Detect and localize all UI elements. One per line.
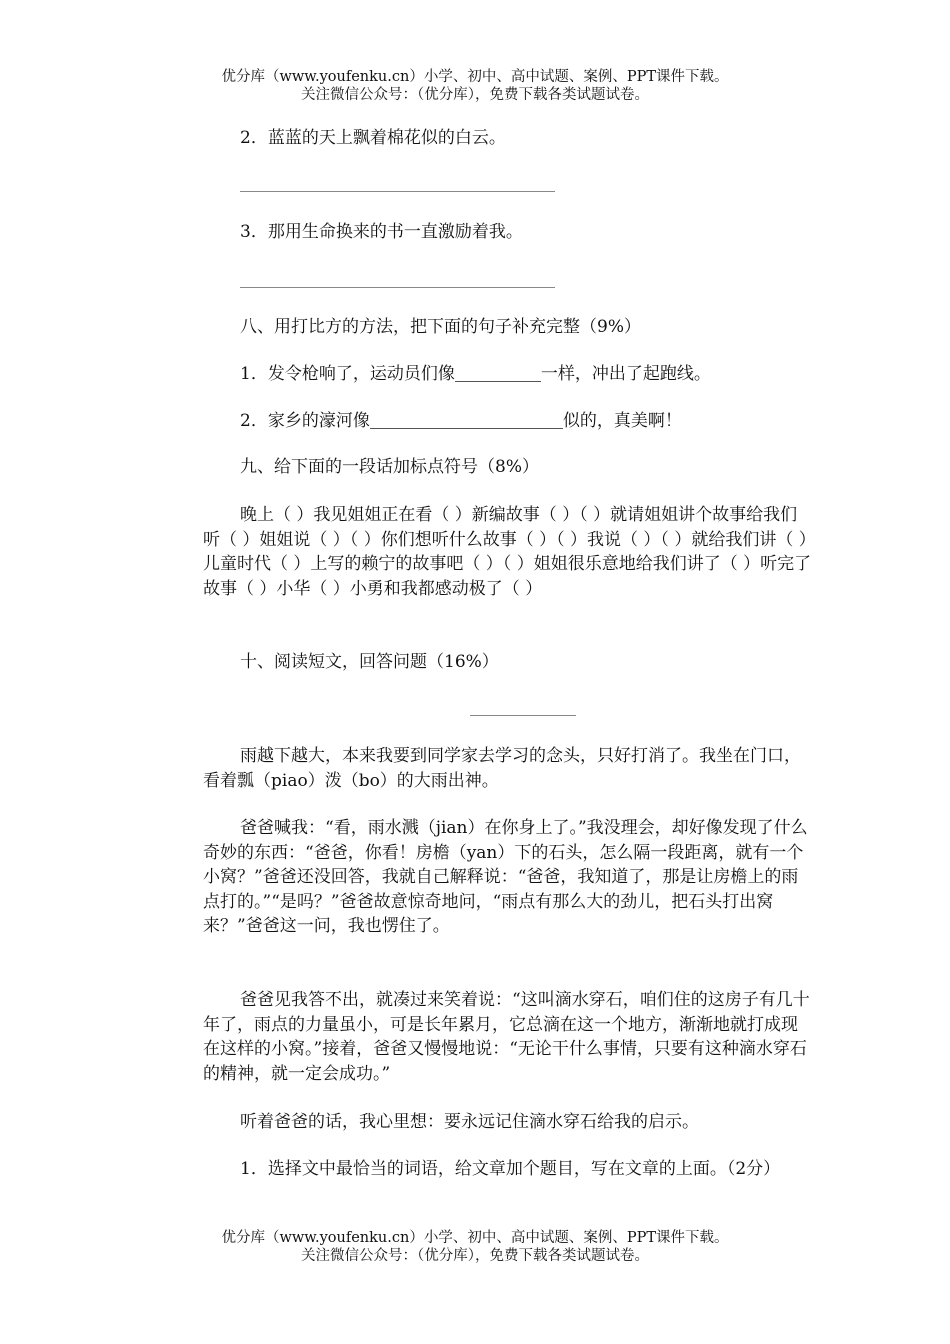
- section-8-title: 八、用打比方的方法，把下面的句子补充完整（9%）: [240, 317, 641, 337]
- answer-line-7-3[interactable]: [240, 287, 555, 288]
- answer-line-7-2[interactable]: [240, 191, 555, 192]
- section-9-title: 九、给下面的一段话加标点符号（8%）: [240, 457, 539, 477]
- header-top: [0, 68, 950, 104]
- question-7-2: 2．蓝蓝的天上飘着棉花似的白云。: [240, 128, 506, 148]
- blank-8-2[interactable]: [370, 411, 563, 429]
- header-bottom: [0, 1229, 950, 1265]
- reading-paragraph-1-text: 雨越下越大，本来我要到同学家去学习的念头，只好打消了。我坐在门口，看着瓢（piao）泼（bo）的大雨出神。: [203, 746, 801, 791]
- section-10-title: 十、阅读短文，回答问题（16%）: [240, 652, 499, 672]
- reading-paragraph-4-text: 听着爸爸的话，我心里想：要永远记住滴水穿石给我的启示。: [240, 1112, 699, 1132]
- reading-paragraph-1: [203, 744, 813, 793]
- reading-paragraph-3: [203, 988, 813, 1086]
- question-10-1: [203, 1157, 813, 1182]
- header-top-line2: 关注微信公众号：（优分库），免费下载各类试题试卷。: [301, 87, 649, 103]
- question-8-2: [240, 409, 682, 433]
- blank-8-1[interactable]: [455, 364, 541, 382]
- reading-paragraph-2-text: 爸爸喊我：“看，雨水溅（jian）在你身上了。”我没理会，却好像发现了什么奇妙的东西：“爸爸，你看！房檐（yan）下的石头，怎么隔一段距离，就有一个小窝？”爸爸还没回答，我就自己解释说：“爸爸，我知道了，那是让房檐上的雨点打的。”“是吗？”爸爸故意惊奇地问，“雨点有那么大的劲儿，把石头打出窝来？”爸爸这一问，我也愣住了。: [203, 818, 808, 936]
- header-top-line1: 优分库（www.youfenku.cn）小学、初中、高中试题、案例、PPT课件下载。: [221, 69, 729, 85]
- reading-paragraph-2: [203, 816, 813, 939]
- reading-paragraph-4: [203, 1110, 813, 1135]
- header-bottom-line2: 关注微信公众号：（优分库），免费下载各类试题试卷。: [301, 1248, 649, 1264]
- question-8-1-before: 1．发令枪响了，运动员们像: [240, 364, 455, 384]
- question-8-2-before: 2．家乡的濠河像: [240, 411, 370, 431]
- section-9-text: [203, 503, 813, 601]
- question-8-2-after: 似的，真美啊！: [562, 411, 682, 431]
- question-8-1-after: 一样，冲出了起跑线。: [540, 364, 711, 384]
- question-7-3: 3．那用生命换来的书一直激励着我。: [240, 222, 523, 242]
- question-8-1: [240, 362, 711, 386]
- punctuation-paragraph: 晚上（ ）我见姐姐正在看（ ）新编故事（ ）（ ）就请姐姐讲个故事给我们听（ ）姐姐说（ ）（ ）你们想听什么故事（ ）（ ）我说（ ）（ ）就给我们讲（ ）儿童时代（ ）上写的赖宁的故事吧（ ）（ ）姐姐很乐意地给我们讲了（ ）听完了故事（ ）小华（ ）小勇和我都感动极了（ ）: [203, 505, 812, 599]
- reading-paragraph-3-text: 爸爸见我答不出，就凑过来笑着说：“这叫滴水穿石，咱们住的这房子有几十年了，雨点的力量虽小，可是长年累月，它总滴在这一个地方，渐渐地就打成现在这样的小窝。”接着，爸爸又慢慢地说：“无论干什么事情，只要有这种滴水穿石的精神，就一定会成功。”: [203, 990, 810, 1084]
- question-10-1-text: 1．选择文中最恰当的词语，给文章加个题目，写在文章的上面。（2分）: [240, 1159, 781, 1179]
- title-answer-line[interactable]: [470, 715, 576, 716]
- header-bottom-line1: 优分库（www.youfenku.cn）小学、初中、高中试题、案例、PPT课件下载。: [221, 1230, 729, 1246]
